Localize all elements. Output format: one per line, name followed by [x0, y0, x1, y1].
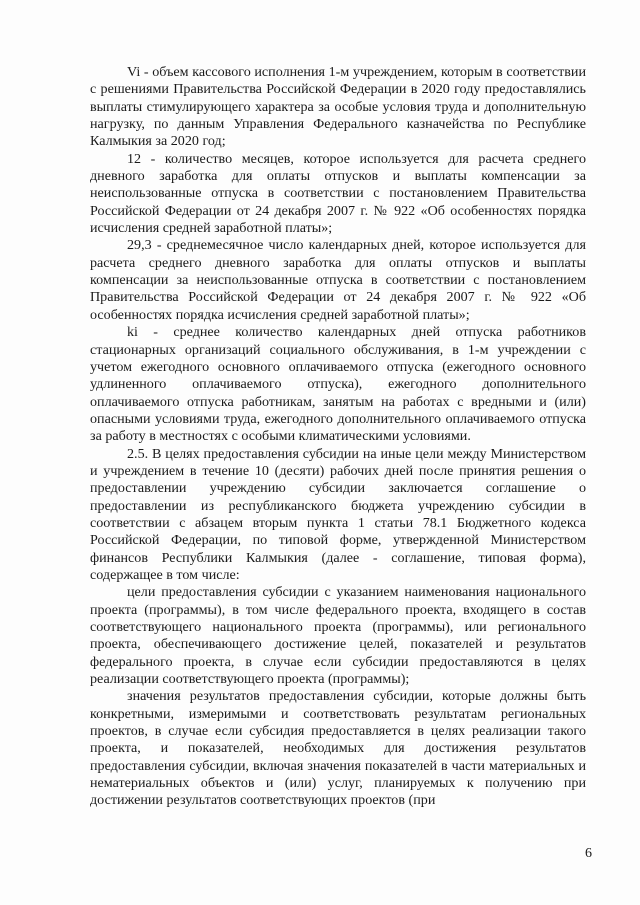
paragraph-subsidy-results: значения результатов предоставления субсидии, которые должны быть конкретными, измеримыми и соответствовать результатам региональных проектов, в случае если субсидия предоставляется в целях реализации такого проекта, и показателей, необходимых для достижения результатов предоставления субсидии, включая значения показателей в части материальных и нематериальных объектов и (или) услуг, планируемых к получению при достижении результатов соответствующих проектов (при	[90, 688, 586, 809]
paragraph-vi-definition: Vi - объем кассового исполнения 1-м учреждением, которым в соответствии с решениями Правительства Российской Федерации в 2020 году предоставлялись выплаты стимулирующего характера за особые условия труда и дополнительную нагрузку, по данным Управления Федерального казначейства по Республике Калмыкия за 2020 год;	[90, 64, 586, 150]
paragraph-12-months: 12 - количество месяцев, которое используется для расчета среднего дневного заработка для оплаты отпусков и выплаты компенсации за неиспользованные отпуска в соответствии с постановлением Правительства Российской Федерации от 24 декабря 2007 г. № 922 «Об особенностях порядка исчисления средней заработной платы»;	[90, 150, 586, 237]
paragraph-subsidy-goals: цели предоставления субсидии с указанием наименования национального проекта (программы), в том числе федерального проекта, входящего в состав соответствующего национального проекта (программы), или регионального проекта, обеспечивающего достижение целей, показателей и результатов федерального проекта, в случае если субсидии предоставляются в целях реализации соответствующего проекта (программы);	[90, 584, 586, 688]
page-number: 6	[585, 846, 592, 861]
paragraph-ki-definition: ki - среднее количество календарных дней отпуска работников стационарных организаций социального обслуживания, в 1-м учреждении с учетом ежегодного основного оплачиваемого отпуска (ежегодного основного удлиненного оплачиваемого отпуска), ежегодного дополнительного оплачиваемого отпуска работникам, занятым на работах с вредными и (или) опасными условиями труда, ежегодного дополнительного оплачиваемого отпуска за работу в местностях с особыми климатическими условиями.	[90, 324, 586, 445]
document-body	[90, 64, 586, 810]
paragraph-29-3-days: 29,3 - среднемесячное число календарных дней, которое используется для расчета среднего дневного заработка для оплаты отпусков и выплаты компенсации за неиспользованные отпуска в соответствии с постановлением Правительства Российской Федерации от 24 декабря 2007 г. № 922 «Об особенностях порядка исчисления средней заработной платы»;	[90, 237, 586, 323]
paragraph-2-5-agreement: 2.5. В целях предоставления субсидии на иные цели между Министерством и учреждением в течение 10 (десяти) рабочих дней после принятия решения о предоставлении учреждению субсидии заключается соглашение о предоставлении из республиканского бюджета учреждению субсидии в соответствии с абзацем вторым пункта 1 статьи 78.1 Бюджетного кодекса Российской Федерации, по типовой форме, утвержденной Министерством финансов Республики Калмыкия (далее - соглашение, типовая форма), содержащее в том числе:	[90, 445, 586, 583]
